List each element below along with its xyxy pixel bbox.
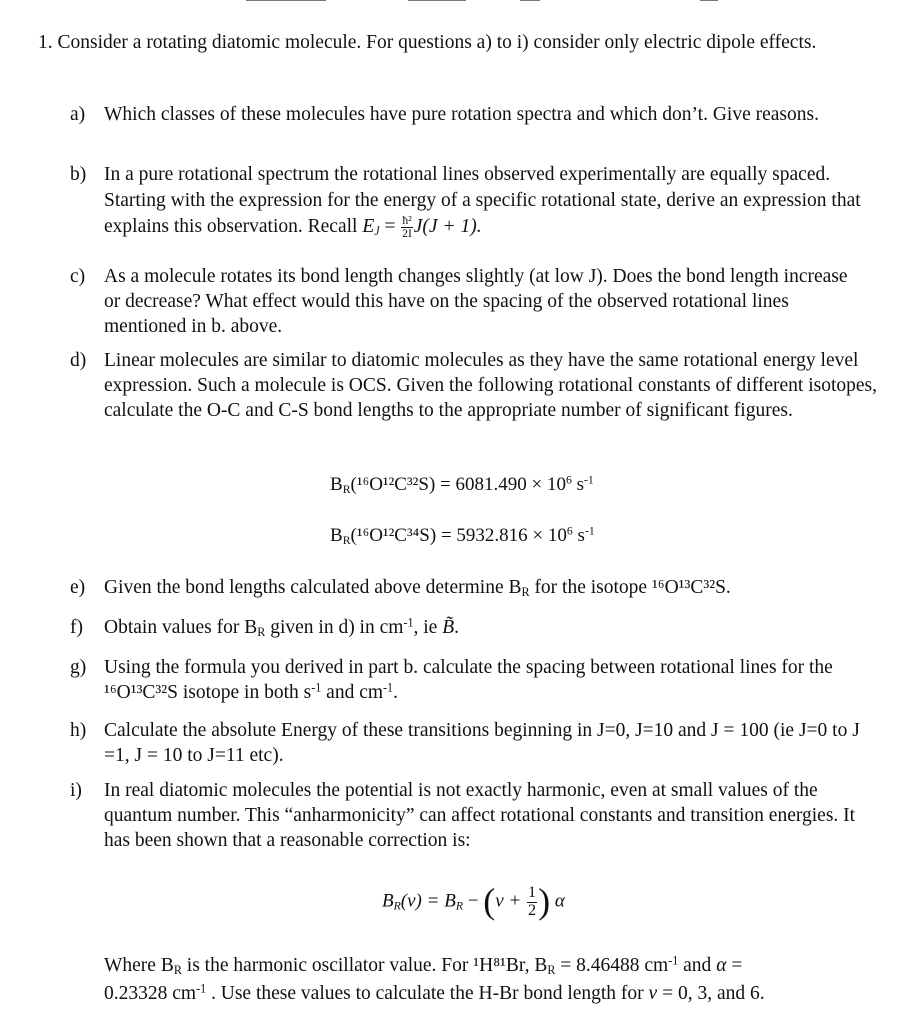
item-f-label: f) — [70, 617, 83, 638]
item-h-text: Calculate the absolute Energy of these transitions beginning in J=0, J=10 and J = 100 (ie J=0 to J =1, J = 10 to J=11 etc). — [104, 720, 860, 766]
item-c-text: As a molecule rotates its bond length changes slightly (at low J). Does the bond length increase or decrease? What effect would this have on the spacing of the observed rotational lines mentioned in b. above. — [104, 266, 848, 337]
energy-formula: $E_J$ = $\frac{\text{ħ²}}{2I}$ J(J + 1). — [362, 213, 482, 241]
item-a-label: a) — [70, 104, 86, 125]
item-b-body — [104, 162, 878, 240]
item-d-text: Linear molecules are similar to diatomic molecules as they have the same rotational energy level expression. Such a molecule is OCS. Given the following rotational constants of different isotopes, calculate the O-C and C-S bond lengths to the appropriate number of significant figures. — [104, 350, 878, 421]
item-e-label: e) — [70, 577, 86, 598]
item-d-label: d) — [70, 350, 87, 371]
item-c-label: c) — [70, 266, 86, 287]
item-b-text: In a pure rotational spectrum the rotational lines observed experimentally are equally spaced. Starting with the expression for the energy of a specific rotational state, derive an expression that explains this observation. Recall — [104, 164, 861, 237]
item-h-label: h) — [70, 720, 87, 741]
ocs-constant-32s: $B_R(^{16}O^{12}C^{32}S) = 6081.490 \times 10^6$ $s^{-1}$ — [330, 473, 594, 496]
question-intro: 1. Consider a rotating diatomic molecule. For questions a) to i) consider only electric dipole effects. — [38, 32, 817, 53]
item-g-label: g) — [70, 657, 87, 678]
ocs-constant-34s: $B_R(^{16}O^{12}C^{34}S) = 5932.816 \times 10^6$ $s^{-1}$ — [330, 524, 595, 547]
item-g-text: Using the formula you derived in part b. calculate the spacing between rotational lines for the ¹⁶O¹³C³²S isotope in both $s^{-1}$ and $cm^{-1}$. — [104, 657, 833, 703]
anharmonic-correction-formula: $B_R(v) = B_R - (v$ + $\frac{1}{2}$ ) α — [382, 881, 565, 921]
item-i-where: Where $B_R$ is the harmonic oscillator value. For ¹H⁸¹Br, $B_R = 8.46488$ $cm^{-1}$ and α = 0.23328 $cm^{-1}$ . Use these values to calculate the H-Br bond length for v = 0, 3, and 6. — [104, 953, 765, 1004]
item-a-text: Which classes of these molecules have pure rotation spectra and which don’t. Give reasons. — [104, 104, 819, 125]
top-crop-edge — [0, 0, 904, 2]
item-b-label: b) — [70, 164, 87, 185]
item-f-text: Obtain values for $B_R$ given in d) in $cm^{-1}$, ie B̃. — [104, 615, 459, 640]
item-e-text: Given the bond lengths calculated above determine $B_R$ for the isotope ¹⁶O¹³C³²S. — [104, 577, 731, 600]
item-i-label: i) — [70, 780, 82, 801]
item-i-text: In real diatomic molecules the potential is not exactly harmonic, even at small values of the quantum number. This “anharmonicity” can affect rotational constants and transition energies. It has been shown that a reasonable correction is: — [104, 780, 856, 851]
